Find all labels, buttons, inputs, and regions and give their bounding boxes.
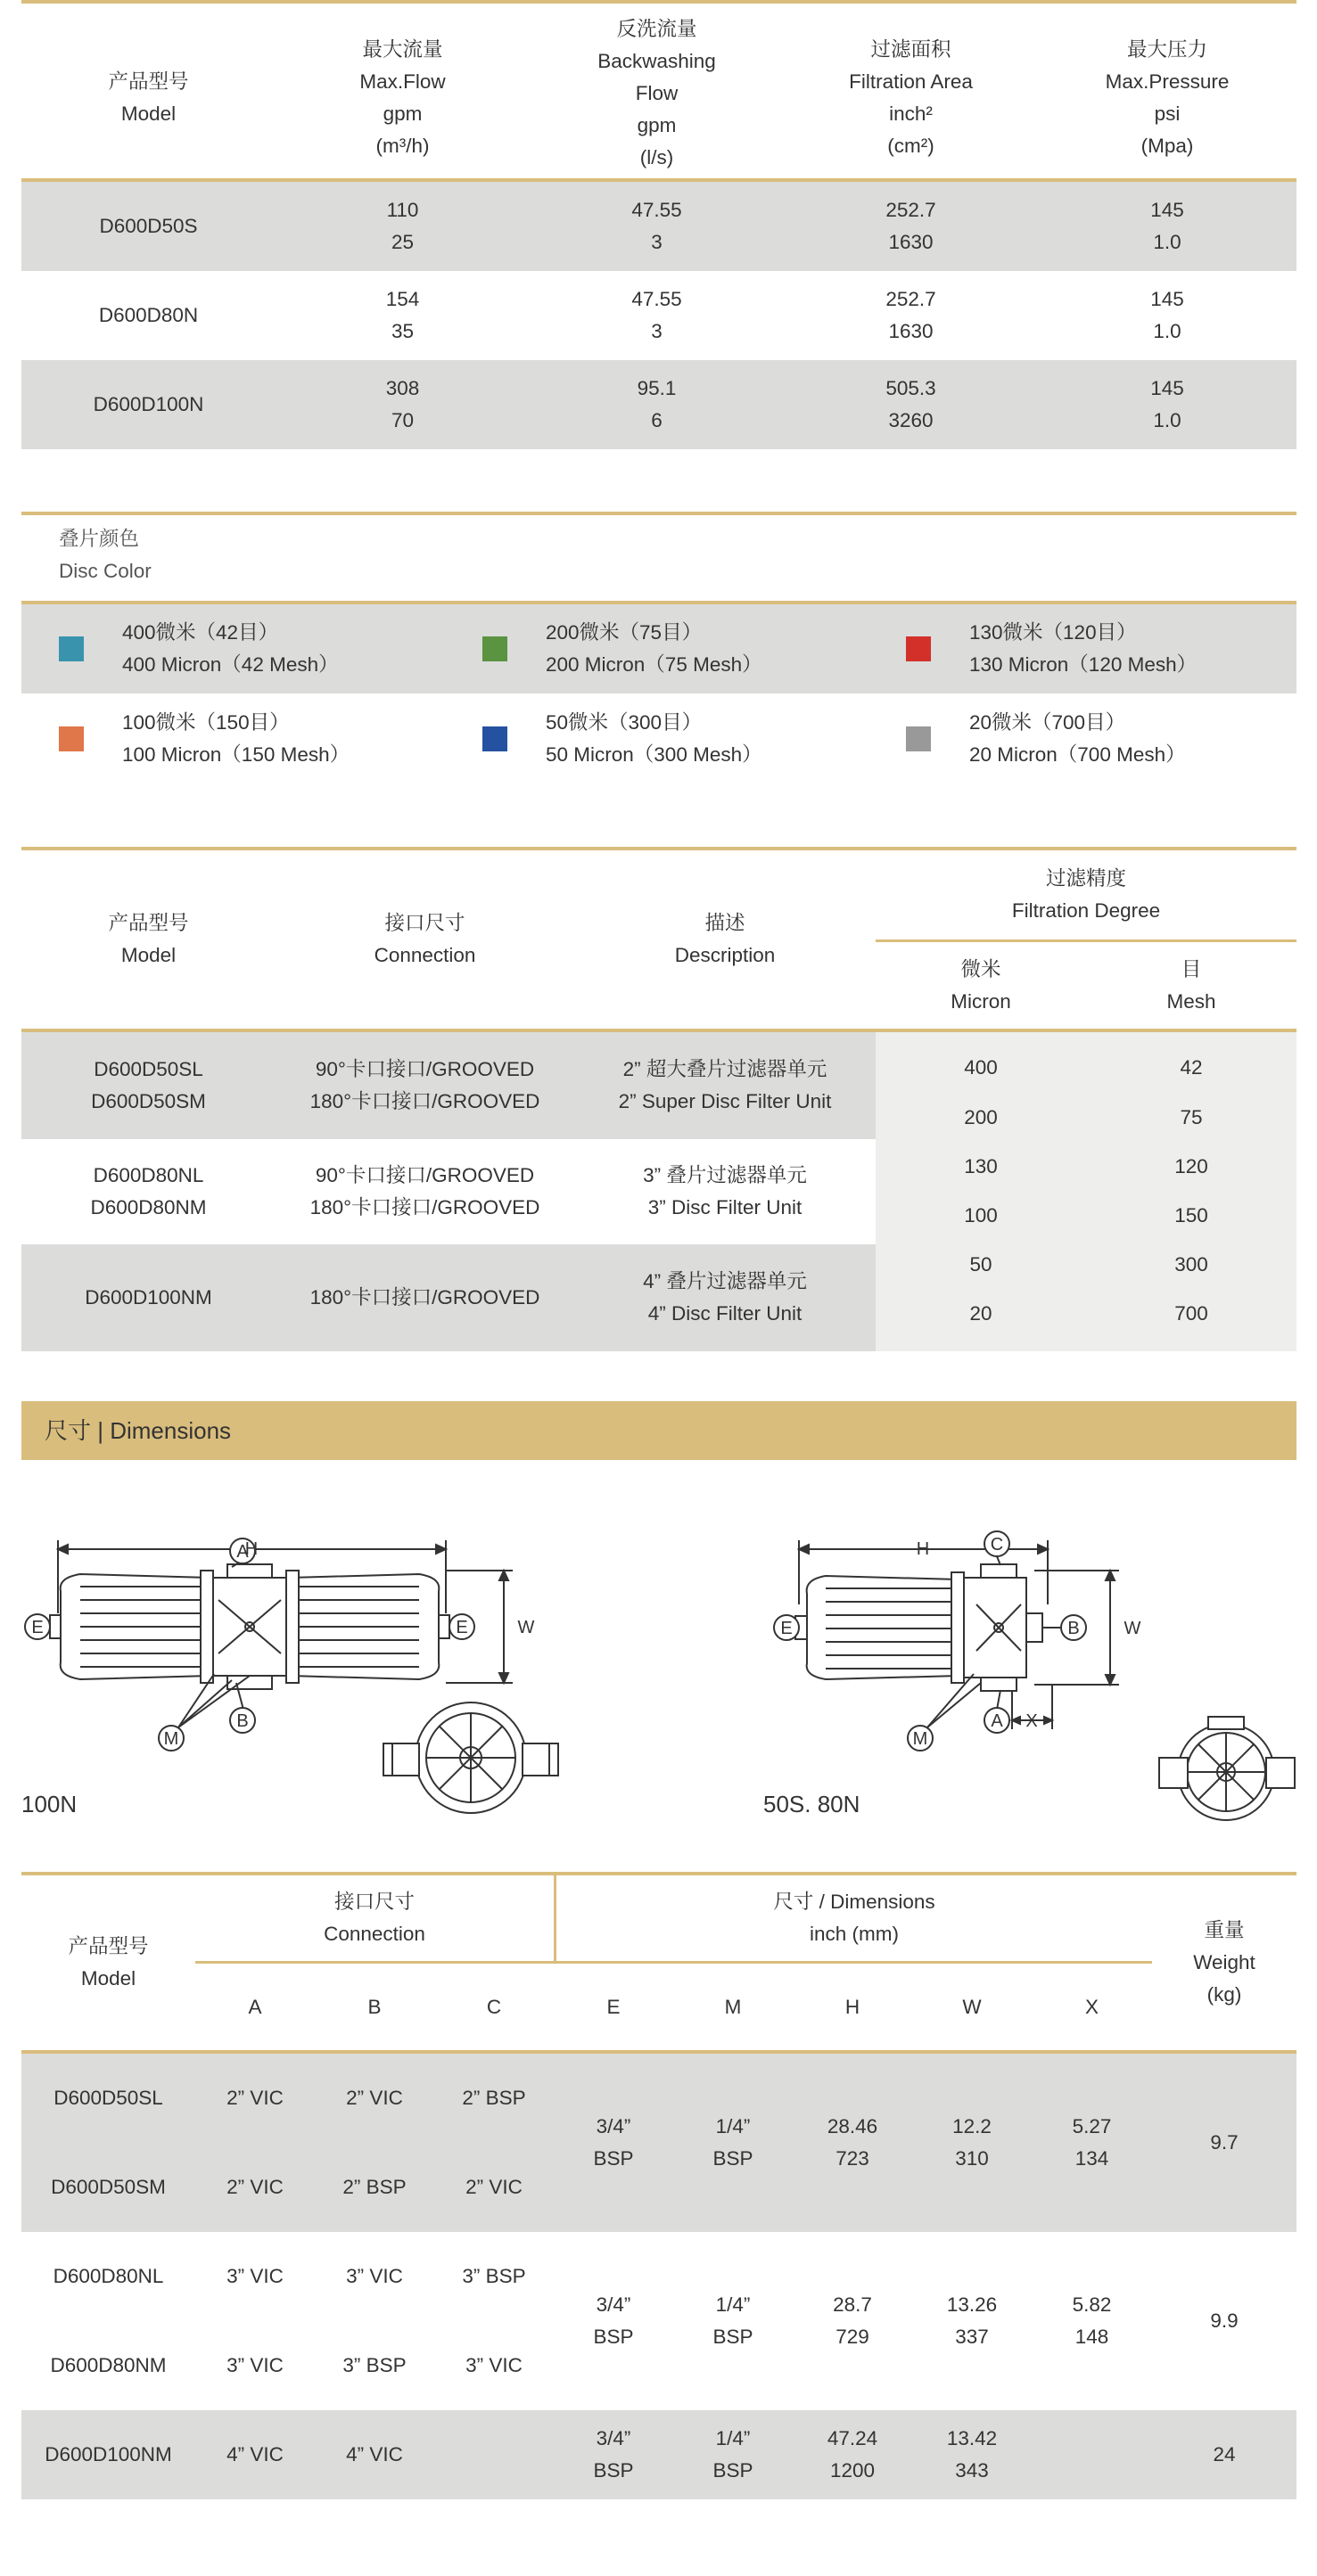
disc-label-100-cn: 100微米（150目） — [122, 711, 290, 734]
t2-header-micron-en: Micron — [951, 989, 1011, 1013]
t3-sub-x — [1032, 1964, 1152, 2050]
t3-value: 148 — [1074, 2326, 1109, 2348]
t3-x — [1032, 2232, 1152, 2410]
disc-swatch-130 — [906, 636, 931, 661]
t3-conn-a — [195, 2143, 315, 2232]
disc-swatch-50 — [482, 726, 507, 751]
t2-description-text: 3” Disc Filter Unit — [647, 1196, 803, 1218]
t3-model — [21, 2410, 195, 2499]
t3-header-weight-unit: (kg) — [1206, 1983, 1242, 2006]
t3-value: 729 — [835, 2326, 869, 2348]
t2-micron-value: 50 — [969, 1253, 992, 1276]
letter-b: B — [1067, 1619, 1080, 1638]
t3-conn-text: 4” VIC — [346, 2443, 403, 2465]
t1-header-flow-unit2: (m³/h) — [375, 135, 430, 157]
t3-conn-text: 2” BSP — [462, 2087, 526, 2109]
t3-value: 13.42 — [946, 2427, 998, 2449]
t1-header-flow-en: Max.Flow — [359, 70, 446, 93]
t3-model — [21, 2321, 195, 2410]
disc-label-200-cn: 200微米（75目） — [546, 621, 703, 644]
t3-conn-text: 2” VIC — [465, 2176, 523, 2198]
t3-model-text: D600D80NL — [53, 2265, 164, 2287]
t2-header-micron-cn: 微米 — [960, 957, 1001, 980]
disc-swatch-20 — [906, 726, 931, 751]
t1-header-pressure-unit1: psi — [1154, 103, 1181, 125]
t1-value: 1.0 — [1153, 320, 1181, 342]
disc-label-130-en: 130 Micron（120 Mesh） — [969, 653, 1198, 676]
t1-header-pressure-en: Max.Pressure — [1105, 70, 1230, 93]
letter-a: A — [991, 1711, 1003, 1731]
t3-value: BSP — [712, 2147, 753, 2170]
t3-conn-c — [434, 2143, 554, 2232]
t3-m — [673, 2232, 793, 2410]
t2-header-model-en: Model — [120, 944, 177, 966]
t3-value: 9.9 — [1210, 2309, 1239, 2332]
t3-e — [554, 2054, 673, 2232]
t3-header-dimensions-unit: inch (mm) — [810, 1923, 899, 1945]
t3-model — [21, 2054, 195, 2143]
t3-value: 310 — [955, 2147, 989, 2170]
t1-row1-pressure — [1038, 182, 1296, 271]
disc-color-title-cn: 叠片颜色 — [59, 528, 140, 550]
letter-w: W — [1124, 1619, 1141, 1638]
t1-header-area-en: Filtration Area — [849, 70, 973, 93]
t2-header-connection-cn: 接口尺寸 — [384, 912, 465, 934]
t3-h — [793, 2410, 912, 2499]
t3-header-model-en: Model — [80, 1967, 136, 1989]
t2-degree-micron — [876, 1142, 1086, 1192]
t2-connection-text: 180°卡口接口/GROOVED — [309, 1196, 540, 1218]
t1-value: 3260 — [888, 409, 934, 431]
t3-value: 1/4” — [715, 2115, 751, 2137]
t3-model-text: D600D50SM — [51, 2176, 166, 2198]
figure-label-100n: 100N — [21, 1791, 78, 1817]
t3-value: 28.7 — [833, 2293, 872, 2316]
t3-conn-c — [434, 2232, 554, 2321]
disc-label-20-en: 20 Micron（700 Mesh） — [969, 743, 1186, 766]
t2-row1-connections — [276, 1032, 574, 1139]
t1-header-model-en: Model — [120, 103, 177, 125]
t3-h — [793, 2232, 912, 2410]
disc-label-200-en: 200 Micron（75 Mesh） — [546, 653, 762, 676]
t2-header-description — [574, 850, 876, 1029]
t1-value: 25 — [391, 231, 415, 253]
t3-w — [912, 2232, 1032, 2410]
t3-conn-a — [195, 2054, 315, 2143]
t1-value: 252.7 — [885, 288, 936, 310]
t2-model-text: D600D80NM — [90, 1196, 207, 1218]
t1-value: 145 — [1150, 288, 1184, 310]
t3-model-text: D600D50SL — [54, 2087, 163, 2109]
t3-value: 28.46 — [827, 2115, 878, 2137]
t1-header-pressure — [1038, 18, 1296, 178]
t3-header-model — [21, 1875, 195, 2050]
t2-description-text: 2” Super Disc Filter Unit — [618, 1090, 832, 1112]
t2-header-mesh-en: Mesh — [1166, 989, 1216, 1013]
t3-x — [1032, 2054, 1152, 2232]
disc-label-400-cn: 400微米（42目） — [122, 621, 279, 644]
t3-value: 12.2 — [952, 2115, 992, 2137]
t2-header-connection — [276, 850, 574, 1029]
t1-row2-pressure — [1038, 271, 1296, 360]
t2-model-text: D600D50SM — [91, 1090, 206, 1112]
disc-label-400-en: 400 Micron（42 Mesh） — [122, 653, 339, 676]
t1-header-flow-unit1: gpm — [383, 103, 423, 125]
t1-value: 1.0 — [1153, 231, 1181, 253]
t2-mesh-value: 75 — [1180, 1106, 1203, 1128]
t2-model-text: D600D50SL — [94, 1058, 203, 1080]
t2-mesh-value: 120 — [1174, 1155, 1208, 1177]
t3-conn-b — [315, 2143, 434, 2232]
t1-value: 145 — [1150, 377, 1184, 399]
t1-row3-model — [21, 360, 276, 449]
t3-sub-label: X — [1084, 1995, 1099, 2018]
t3-value: BSP — [712, 2326, 753, 2348]
t3-sub-label: W — [962, 1995, 982, 2018]
letter-w: W — [517, 1618, 535, 1637]
t3-w — [912, 2054, 1032, 2232]
t2-connection-text: 90°卡口接口/GROOVED — [315, 1058, 535, 1080]
disc-label-130-cn: 130微米（120目） — [969, 621, 1137, 644]
t2-row3-connections — [276, 1244, 574, 1351]
t1-row1-flow — [276, 182, 530, 271]
t3-conn-text: 2” VIC — [226, 2087, 284, 2109]
disc-label-20-cn: 20微米（700目） — [969, 711, 1126, 734]
t2-micron-value: 100 — [964, 1204, 998, 1226]
t3-conn-b — [315, 2410, 434, 2499]
t1-value: 505.3 — [885, 377, 936, 399]
t2-degree-mesh — [1086, 1043, 1296, 1093]
t2-description-text: 2” 超大叠片过滤器单元 — [622, 1058, 827, 1080]
t3-model-text: D600D100NM — [45, 2443, 172, 2465]
t1-header-backwash — [530, 9, 784, 178]
t3-conn-text: 3” VIC — [226, 2265, 284, 2287]
t1-value: 3 — [651, 231, 663, 253]
t2-degree-mesh — [1086, 1142, 1296, 1192]
t3-conn-text: 3” VIC — [465, 2354, 523, 2376]
t3-weight — [1152, 2410, 1296, 2499]
t2-header-micron — [876, 942, 1086, 1029]
t1-value: 95.1 — [637, 377, 677, 399]
disc-swatch-200 — [482, 636, 507, 661]
letter-h: H — [916, 1539, 930, 1559]
t3-conn-a — [195, 2232, 315, 2321]
t3-conn-c — [434, 2054, 554, 2143]
t1-row2-flow — [276, 271, 530, 360]
t2-degree-micron — [876, 1093, 1086, 1143]
t3-value: BSP — [593, 2459, 634, 2482]
t3-value: 9.7 — [1210, 2131, 1239, 2154]
disc-swatch-100 — [59, 726, 84, 751]
t3-m — [673, 2410, 793, 2499]
t3-conn-text: 4” VIC — [226, 2443, 284, 2465]
t2-header-filtration-cn: 过滤精度 — [1045, 867, 1126, 890]
t2-micron-value: 130 — [964, 1155, 998, 1177]
t3-sub-label: A — [248, 1995, 262, 2018]
t3-sub-b — [315, 1964, 434, 2050]
t1-header-backwash-cn: 反洗流量 — [616, 18, 697, 40]
t3-conn-b — [315, 2054, 434, 2143]
t3-sub-label: M — [724, 1995, 742, 2018]
t2-micron-value: 20 — [969, 1302, 992, 1325]
t3-sub-h — [793, 1964, 912, 2050]
t3-conn-a — [195, 2321, 315, 2410]
t2-micron-value: 400 — [964, 1056, 998, 1079]
t1-header-area-cn: 过滤面积 — [870, 38, 951, 61]
t2-micron-value: 200 — [964, 1106, 998, 1128]
table1-top-rule — [21, 0, 1296, 4]
t3-e — [554, 2410, 673, 2499]
t2-degree-mesh — [1086, 1093, 1296, 1143]
t3-conn-b — [315, 2232, 434, 2321]
t2-header-model-cn: 产品型号 — [108, 912, 189, 934]
t3-conn-b — [315, 2321, 434, 2410]
t3-header-weight-en: Weight — [1193, 1951, 1255, 1973]
t2-connection-text: 180°卡口接口/GROOVED — [309, 1286, 540, 1309]
t3-model — [21, 2232, 195, 2321]
t3-sub-a — [195, 1964, 315, 2050]
t2-header-mesh — [1086, 942, 1296, 1029]
disc-color-top-rule — [21, 512, 1296, 515]
t3-value: 3/4” — [596, 2293, 631, 2316]
t3-conn-a — [195, 2410, 315, 2499]
t3-header-dimensions — [556, 1875, 1152, 1961]
t1-row1-backwash — [530, 182, 784, 271]
t2-header-mesh-cn: 目 — [1181, 957, 1202, 980]
t3-header-connection — [195, 1875, 554, 1961]
t3-value: 343 — [955, 2459, 989, 2482]
t3-model — [21, 2143, 195, 2232]
t3-conn-text: 3” BSP — [342, 2354, 407, 2376]
letter-e: E — [31, 1618, 44, 1637]
t1-value: 145 — [1150, 199, 1184, 221]
t2-mesh-value: 300 — [1174, 1253, 1208, 1276]
t2-model-text: D600D80NL — [93, 1164, 204, 1186]
t1-value: 154 — [385, 288, 420, 310]
t1-value: 47.55 — [631, 288, 682, 310]
t2-description-text: 4” 叠片过滤器单元 — [643, 1270, 807, 1292]
t3-conn-text: 3” VIC — [346, 2265, 403, 2287]
t1-row2-model — [21, 271, 276, 360]
t1-header-backwash-en2: Flow — [635, 82, 679, 104]
t3-weight — [1152, 2232, 1296, 2410]
t1-row2-backwash — [530, 271, 784, 360]
t1-value: 110 — [386, 199, 419, 221]
t3-value: 723 — [835, 2147, 869, 2170]
t1-row1-area — [784, 182, 1038, 271]
t3-w — [912, 2410, 1032, 2499]
t1-model-text: D600D80N — [98, 304, 199, 326]
t1-value: 252.7 — [885, 199, 936, 221]
filter-100n-drawing — [18, 1515, 571, 1818]
t3-value: 134 — [1074, 2147, 1109, 2170]
t2-degree-micron — [876, 1191, 1086, 1241]
letter-b: B — [236, 1711, 249, 1731]
t3-value: 3/4” — [596, 2115, 631, 2137]
letter-m: M — [912, 1729, 928, 1749]
t1-header-area-unit1: inch² — [889, 103, 933, 125]
t3-value: 13.26 — [946, 2293, 998, 2316]
t3-sub-m — [673, 1964, 793, 2050]
t3-conn-text: 3” BSP — [462, 2265, 526, 2287]
t1-model-text: D600D50S — [99, 215, 198, 237]
t3-model-text: D600D80NM — [50, 2354, 167, 2376]
letter-m: M — [163, 1729, 179, 1749]
t1-header-model-cn: 产品型号 — [108, 70, 189, 93]
t2-degree-mesh — [1086, 1240, 1296, 1290]
t2-header-model — [21, 850, 276, 1029]
t2-header-filtration — [876, 850, 1296, 939]
t3-value: 3/4” — [596, 2427, 631, 2449]
letter-c: C — [990, 1535, 1004, 1555]
t1-value: 70 — [391, 409, 415, 431]
t2-mesh-value: 150 — [1174, 1204, 1208, 1226]
t3-value: 1/4” — [715, 2293, 751, 2316]
t3-value: 1200 — [829, 2459, 876, 2482]
disc-color-title-en: Disc Color — [59, 560, 152, 582]
t2-row2-connections — [276, 1139, 574, 1244]
t3-sub-c — [434, 1964, 554, 2050]
disc-label-50-en: 50 Micron（300 Mesh） — [546, 743, 762, 766]
t2-connection-text: 180°卡口接口/GROOVED — [309, 1090, 540, 1112]
t3-sub-label: C — [486, 1995, 502, 2018]
t1-value: 1.0 — [1153, 409, 1181, 431]
t3-sub-e — [554, 1964, 673, 2050]
t3-value: BSP — [593, 2147, 634, 2170]
t1-header-flow — [276, 18, 530, 178]
t3-e — [554, 2232, 673, 2410]
t1-header-pressure-unit2: (Mpa) — [1140, 135, 1194, 157]
t1-value: 35 — [391, 320, 415, 342]
t3-conn-text: 2” VIC — [226, 2176, 284, 2198]
t3-header-dimensions-title: 尺寸 / Dimensions — [773, 1891, 935, 1913]
t3-header-model-cn: 产品型号 — [68, 1935, 149, 1957]
t2-header-filtration-en: Filtration Degree — [1011, 899, 1161, 922]
t2-degree-micron — [876, 1043, 1086, 1093]
t2-mesh-value: 42 — [1180, 1056, 1203, 1079]
t2-description-text: 4” Disc Filter Unit — [647, 1302, 803, 1325]
letter-e: E — [780, 1619, 793, 1638]
t1-row3-flow — [276, 360, 530, 449]
t1-header-backwash-en1: Backwashing — [597, 50, 716, 72]
t2-description-text: 3” 叠片过滤器单元 — [643, 1164, 807, 1186]
t3-h — [793, 2054, 912, 2232]
t1-value: 6 — [651, 409, 663, 431]
t2-degree-mesh — [1086, 1289, 1296, 1339]
t2-row3-description — [574, 1244, 876, 1351]
t2-header-description-cn: 描述 — [704, 912, 745, 934]
t2-row1-description — [574, 1032, 876, 1139]
t3-conn-text: 3” VIC — [226, 2354, 284, 2376]
t2-connection-text: 90°卡口接口/GROOVED — [315, 1164, 535, 1186]
t2-degree-mesh — [1086, 1191, 1296, 1241]
t1-header-backwash-unit1: gpm — [637, 114, 677, 136]
t2-row2-models — [21, 1139, 276, 1244]
t2-row2-description — [574, 1139, 876, 1244]
t2-mesh-value: 700 — [1174, 1302, 1208, 1325]
letter-x: X — [1025, 1711, 1038, 1731]
disc-label-100-en: 100 Micron（150 Mesh） — [122, 743, 350, 766]
t3-header-connection-cn: 接口尺寸 — [333, 1891, 415, 1913]
t3-m — [673, 2054, 793, 2232]
t3-header-connection-en: Connection — [324, 1923, 425, 1945]
t3-value: 5.27 — [1072, 2115, 1112, 2137]
t3-sub-label: E — [606, 1995, 621, 2018]
filter-50s-80n-drawing — [767, 1515, 1302, 1827]
t3-header-weight-cn: 重量 — [1204, 1919, 1245, 1941]
disc-label-50-cn: 50微米（300目） — [546, 711, 703, 734]
dimensions-section-title: 尺寸 | Dimensions — [45, 1417, 232, 1444]
t1-header-flow-cn: 最大流量 — [362, 38, 443, 61]
t1-value: 3 — [651, 320, 663, 342]
t1-header-area — [784, 18, 1038, 178]
t3-conn-text: 2” BSP — [342, 2176, 407, 2198]
t1-value: 47.55 — [631, 199, 682, 221]
t3-sub-label: H — [844, 1995, 860, 2018]
t2-degree-micron — [876, 1289, 1086, 1339]
t3-value: 337 — [955, 2326, 989, 2348]
t1-value: 1630 — [888, 320, 934, 342]
letter-a: A — [236, 1542, 249, 1562]
t1-value: 308 — [385, 377, 420, 399]
letter-h: H — [244, 1539, 259, 1559]
t3-weight — [1152, 2054, 1296, 2232]
t2-model-text: D600D100NM — [85, 1286, 212, 1309]
t2-degree-micron — [876, 1240, 1086, 1290]
t1-header-backwash-unit2: (l/s) — [639, 146, 674, 168]
t2-header-connection-en: Connection — [374, 944, 476, 966]
t3-conn-text: 2” VIC — [346, 2087, 403, 2109]
letter-e: E — [456, 1618, 468, 1637]
t3-value: 1/4” — [715, 2427, 751, 2449]
t1-row3-backwash — [530, 360, 784, 449]
t3-value: 24 — [1213, 2443, 1236, 2465]
t1-model-text: D600D100N — [93, 393, 204, 415]
disc-swatch-400 — [59, 636, 84, 661]
t1-row2-area — [784, 271, 1038, 360]
t3-header-weight — [1152, 1875, 1296, 2050]
t1-row3-area — [784, 360, 1038, 449]
t1-row1-model — [21, 182, 276, 271]
t2-header-description-en: Description — [674, 944, 776, 966]
t3-conn-c — [434, 2321, 554, 2410]
t1-header-model — [21, 18, 276, 178]
t3-value: 47.24 — [827, 2427, 878, 2449]
t3-value: 5.82 — [1072, 2293, 1112, 2316]
figure-label-50s-80n: 50S. 80N — [763, 1791, 860, 1817]
t2-row3-models — [21, 1244, 276, 1351]
t1-row3-pressure — [1038, 360, 1296, 449]
t1-header-pressure-cn: 最大压力 — [1126, 38, 1207, 61]
t3-sub-w — [912, 1964, 1032, 2050]
t1-header-area-unit2: (cm²) — [887, 135, 934, 157]
t3-value: BSP — [712, 2459, 753, 2482]
t1-value: 1630 — [888, 231, 934, 253]
t3-value: BSP — [593, 2326, 634, 2348]
t3-sub-label: B — [367, 1995, 382, 2018]
t2-row1-models — [21, 1032, 276, 1139]
